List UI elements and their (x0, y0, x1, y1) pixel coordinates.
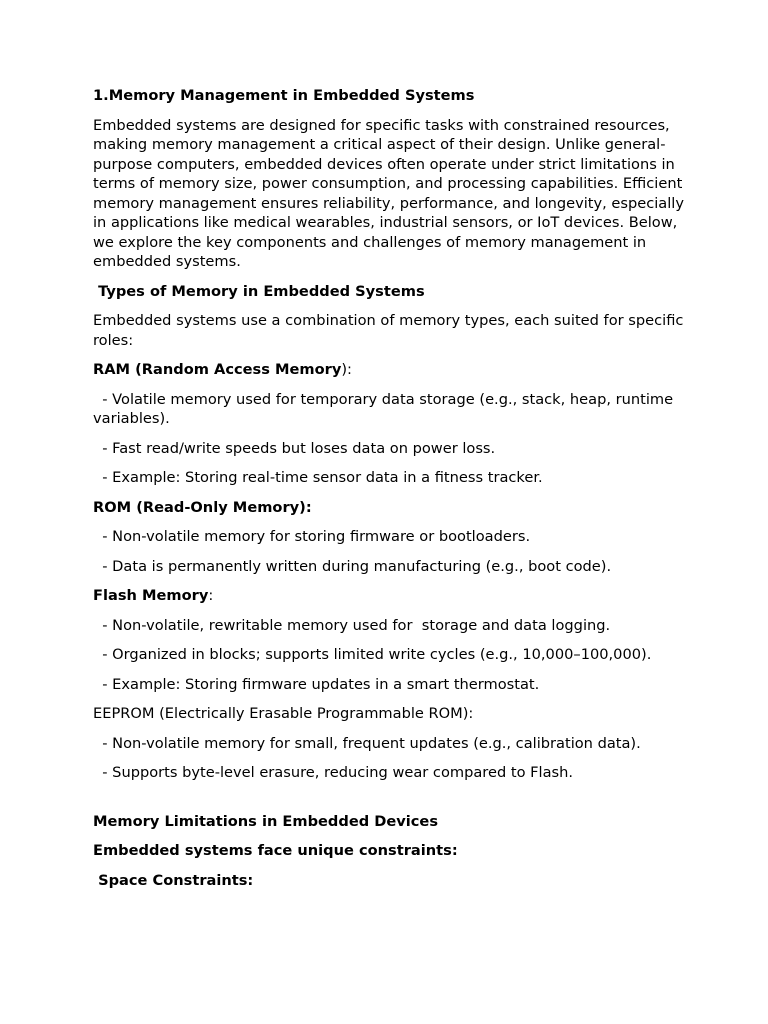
types-heading: Types of Memory in Embedded Systems (93, 282, 425, 300)
types-intro: Embedded systems use a combination of memory types, each suited for specific roles: (93, 312, 689, 349)
rom-item: - Non-volatile memory for storing firmware or bootloaders. (93, 528, 531, 545)
flash-item: - Non-volatile, rewritable memory used for storage and data logging. (93, 616, 611, 634)
limitations-heading: Memory Limitations in Embedded Devices (93, 812, 439, 830)
document-heading: 1.Memory Management in Embedded Systems (93, 87, 475, 104)
flash-item: - Organized in blocks; supports limited write cycles (e.g., 10,000–100,000). (93, 646, 652, 663)
eeprom-heading: EEPROM (Electrically Erasable Programmable ROM): (93, 705, 474, 722)
space-constraints-heading: Space Constraints: (93, 871, 254, 889)
rom-heading: ROM (Read-Only Memory): (93, 498, 312, 516)
ram-item: - Volatile memory used for temporary data storage (e.g., stack, heap, runtime variables). (93, 390, 678, 427)
ram-title-suffix: ): (341, 361, 352, 378)
intro-paragraph: Embedded systems are designed for specific tasks with constrained resources, making memory management a critical aspect of their design. Unlike general-purpose computers, embedded devices often operate under strict limitations in terms of memory size, power consumption, and processing capabilities. Efficient memory management ensures reliability, performance, and longevity, especially in applications like medical wearables, industrial sensors, or IoT devices. Below, we explore the key components and challenges of memory management in embedded systems. (93, 116, 689, 270)
ram-title: RAM (Random Access Memory (93, 361, 342, 378)
flash-title-suffix: : (208, 587, 214, 604)
blank-line (93, 793, 693, 812)
ram-item: - Fast read/write speeds but loses data on power loss. (93, 439, 496, 457)
limitations-intro: Embedded systems face unique constraints: (93, 842, 458, 859)
eeprom-item: - Supports byte-level erasure, reducing wear compared to Flash. (93, 764, 574, 781)
eeprom-item: - Non-volatile memory for small, frequent updates (e.g., calibration data). (93, 734, 641, 752)
flash-heading (93, 586, 693, 606)
ram-item: - Example: Storing real-time sensor data in a fitness tracker. (93, 469, 543, 486)
flash-item: - Example: Storing firmware updates in a smart thermostat. (93, 675, 540, 693)
flash-title: Flash Memory (93, 587, 209, 604)
rom-item: - Data is permanently written during manufacturing (e.g., boot code). (93, 557, 612, 575)
ram-heading (93, 360, 693, 380)
document-page (93, 86, 693, 900)
